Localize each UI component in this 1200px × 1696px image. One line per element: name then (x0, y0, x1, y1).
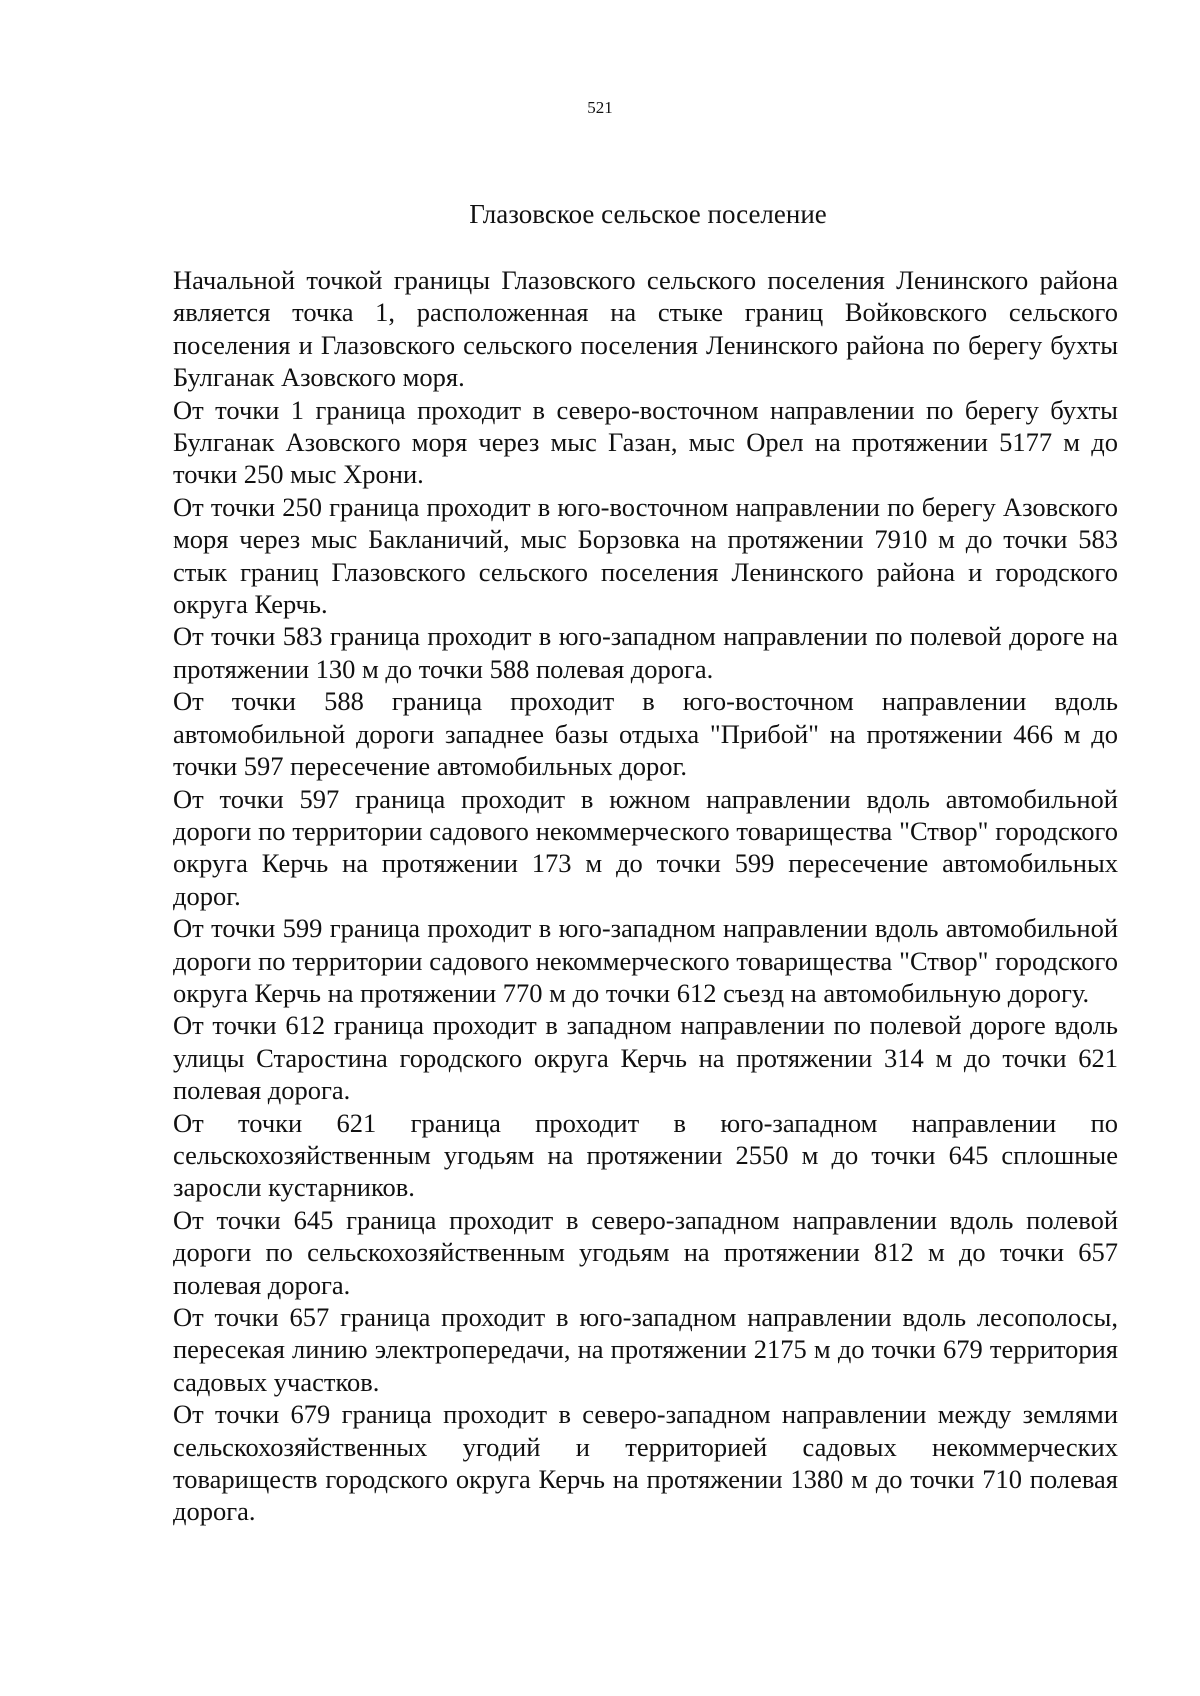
paragraph: От точки 583 граница проходит в юго-западном направлении по полевой дороге на протяжении 130 м до точки 588 полевая дорога. (173, 621, 1118, 684)
paragraph: От точки 657 граница проходит в юго-западном направлении вдоль лесополосы, пересекая линию электропередачи, на протяжении 2175 м до точки 679 территория садовых участков. (173, 1302, 1118, 1397)
paragraph: От точки 679 граница проходит в северо-западном направлении между землями сельскохозяйственных угодий и территорией садовых некоммерческих товариществ городского округа Керчь на протяжении 1380 м до точки 710 полевая дорога. (173, 1399, 1118, 1527)
paragraph: От точки 599 граница проходит в юго-западном направлении вдоль автомобильной дороги по территории садового некоммерческого товарищества "Створ" городского округа Керчь на протяжении 770 м до точки 612 съезд на автомобильную дорогу. (173, 913, 1118, 1008)
document-title: Глазовское сельское поселение (469, 199, 827, 229)
paragraph: От точки 588 граница проходит в юго-восточном направлении вдоль автомобильной дороги западнее базы отдыха "Прибой" на протяжении 466 м до точки 597 пересечение автомобильных дорог. (173, 686, 1118, 782)
document-body (173, 264, 1118, 1528)
paragraph: От точки 597 граница проходит в южном направлении вдоль автомобильной дороги по территории садового некоммерческого товарищества "Створ" городского округа Керчь на протяжении 173 м до точки 599 пересечение автомобильных дорог. (173, 783, 1118, 911)
paragraph: От точки 250 граница проходит в юго-восточном направлении по берегу Азовского моря через мыс Бакланичий, мыс Борзовка на протяжении 7910 м до точки 583 стык границ Глазовского сельского поселения Ленинского района и городского округа Керчь. (173, 491, 1118, 620)
paragraph: От точки 1 граница проходит в северо-восточном направлении по берегу бухты Булганак Азовского моря через мыс Газан, мыс Орел на протяжении 5177 м до точки 250 мыс Хрони. (173, 394, 1118, 490)
paragraph: От точки 612 граница проходит в западном направлении по полевой дороге вдоль улицы Старостина городского округа Керчь на протяжении 314 м до точки 621 полевая дорога. (173, 1010, 1118, 1106)
paragraph: Начальной точкой границы Глазовского сельского поселения Ленинского района является точка 1, расположенная на стыке границ Войковского сельского поселения и Глазовского сельского поселения Ленинского района по берегу бухты Булганак Азовского моря. (173, 265, 1118, 393)
page-number: 521 (587, 98, 613, 117)
paragraph: От точки 621 граница проходит в юго-западном направлении по сельскохозяйственным угодьям на протяжении 2550 м до точки 645 сплошные заросли кустарников. (173, 1107, 1118, 1203)
paragraph: От точки 645 граница проходит в северо-западном направлении вдоль полевой дороги по сельскохозяйственным угодьям на протяжении 812 м до точки 657 полевая дорога. (173, 1204, 1118, 1300)
